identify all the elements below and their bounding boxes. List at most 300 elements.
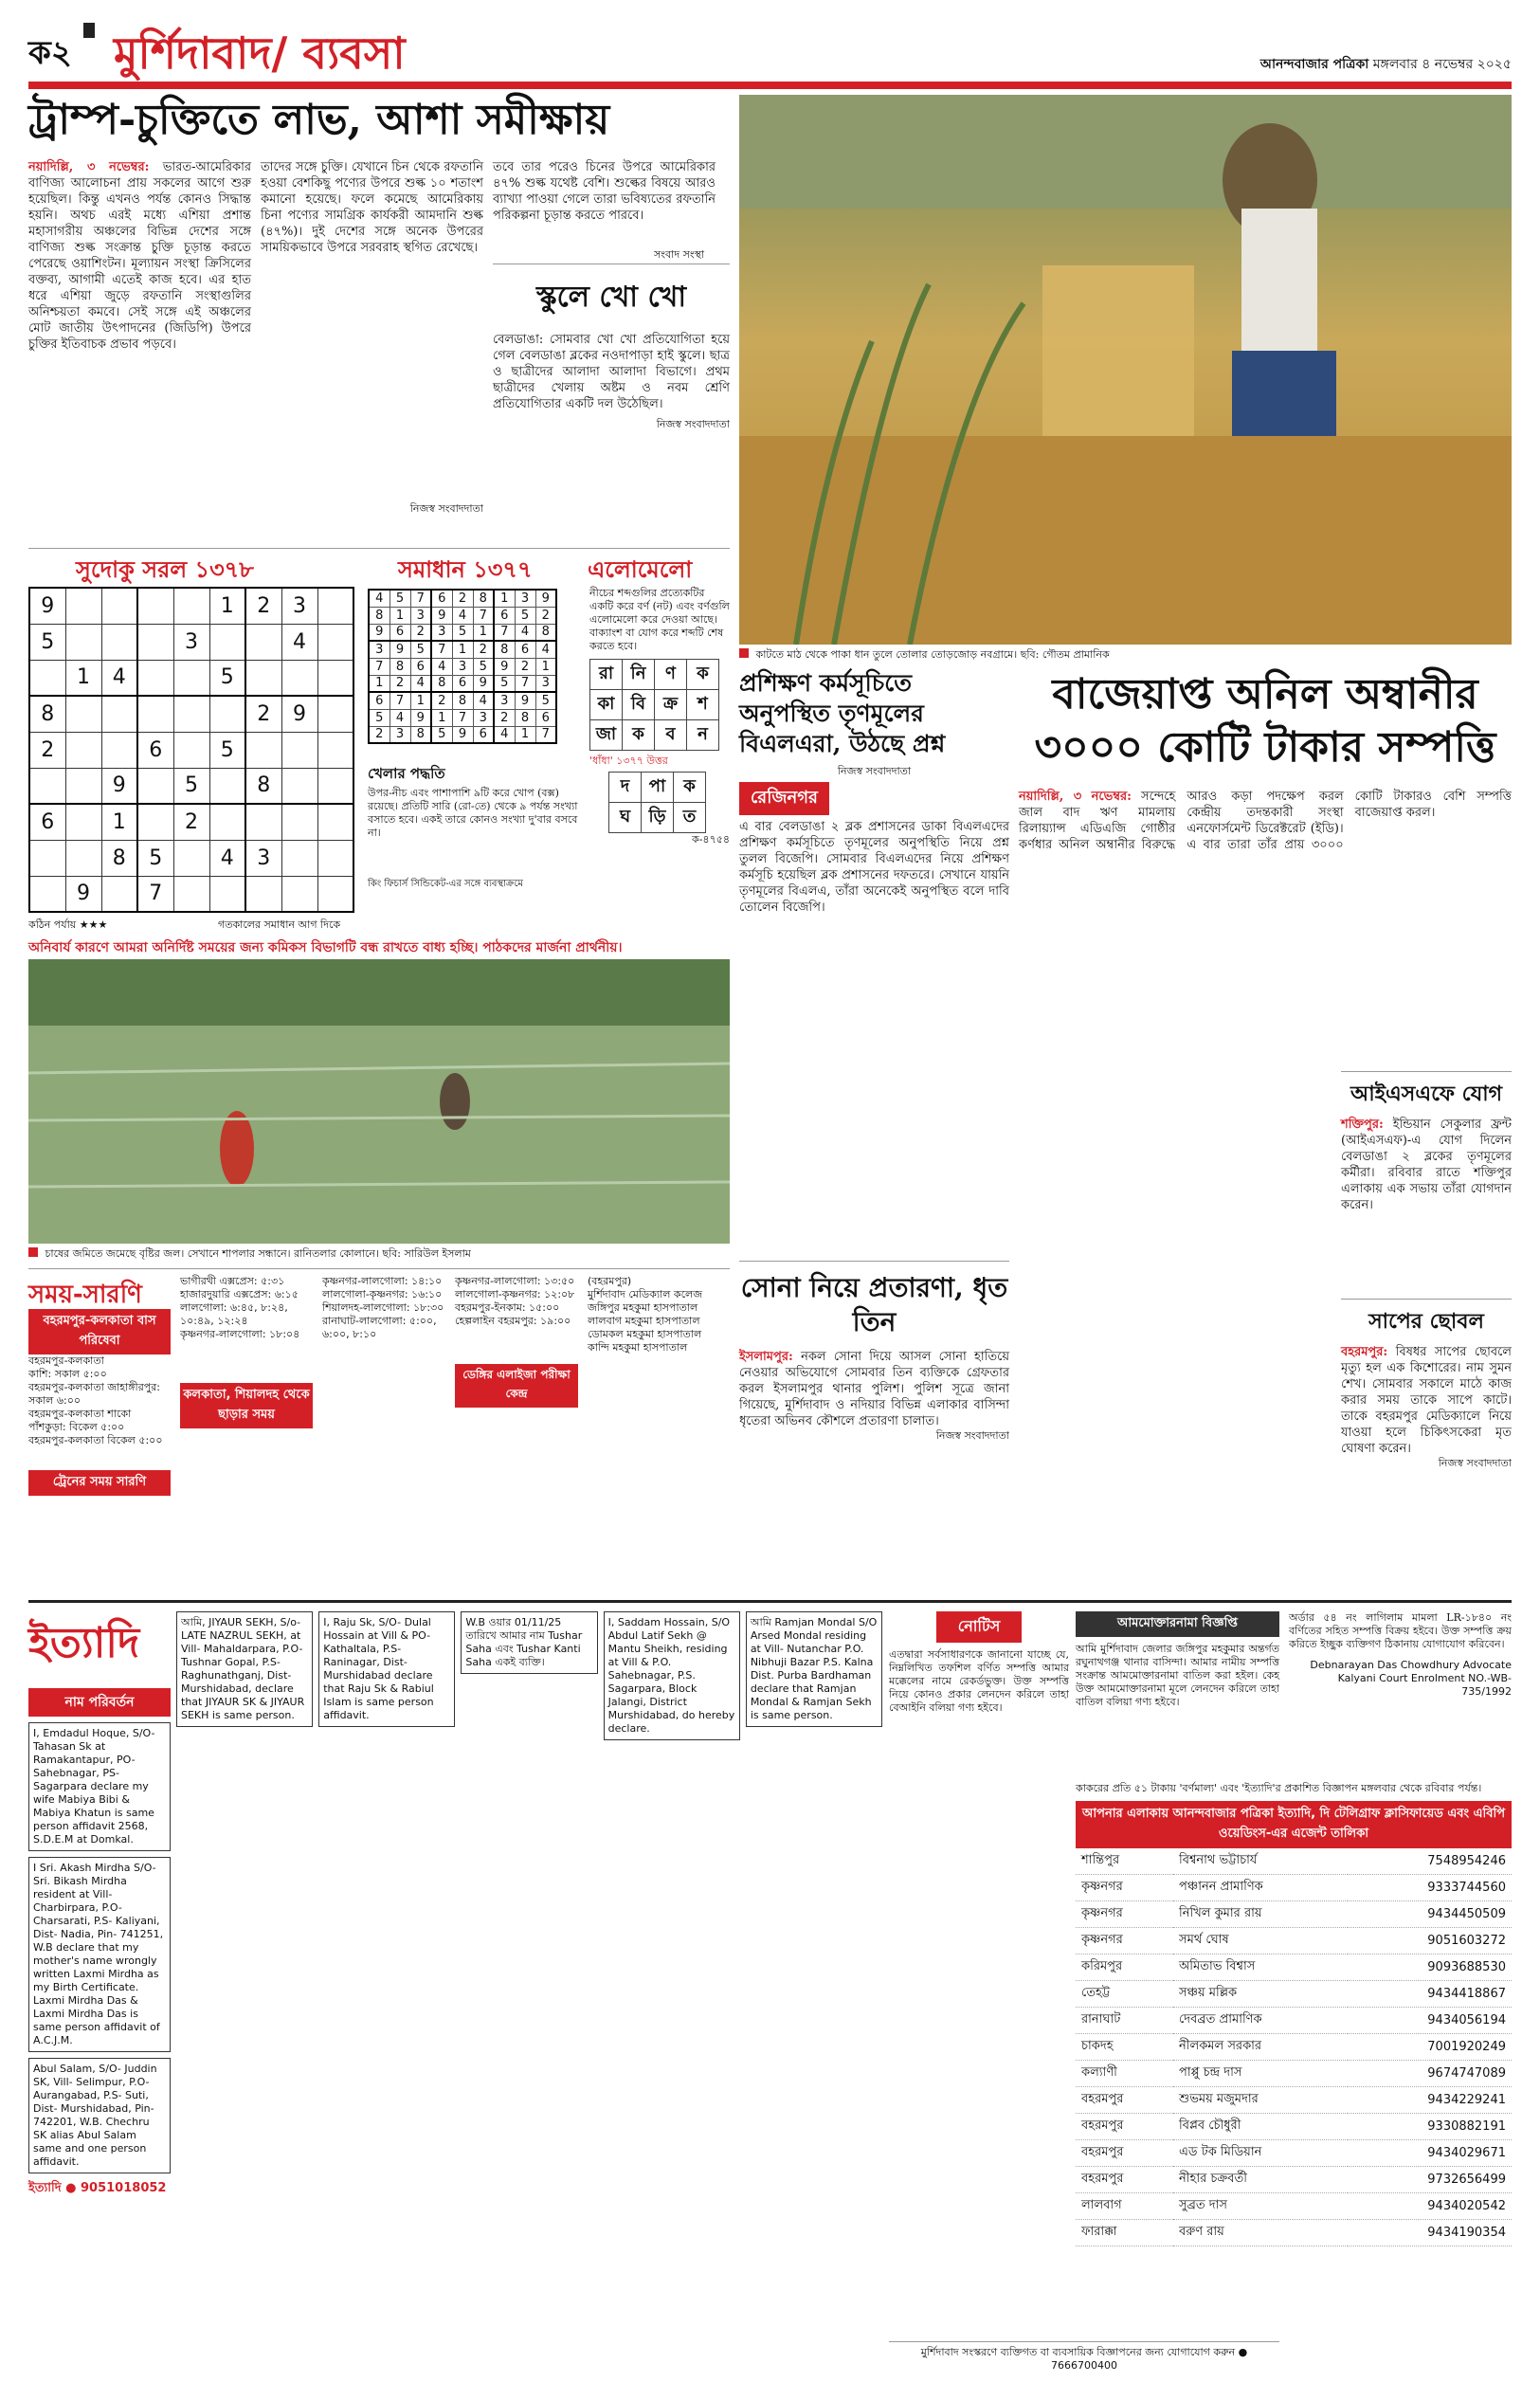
solution-cell: 3 [369, 641, 390, 658]
snake-headline: সাপের ছোবল [1368, 1309, 1484, 1334]
anil-headline: বাজেয়াপ্ত অনিল অম্বানীর ৩০০০ কোটি টাকার সম্পত্তি [1034, 670, 1496, 772]
jumble-hint: 'ধাঁধা' ১৩৭৭ উত্তর [589, 755, 668, 767]
sudoku-cell: 5 [137, 840, 173, 876]
sudoku-cell [65, 732, 101, 768]
sudoku-cell: 8 [29, 696, 65, 732]
sudoku-cell: 7 [137, 876, 173, 912]
local-heading: কলকাতা, শিয়ালদহ থেকে ছাড়ার সময় [180, 1383, 313, 1428]
solution-cell: 8 [494, 641, 515, 658]
agent-phone[interactable]: 9333744560 [1348, 1875, 1512, 1901]
agent-row [1076, 2193, 1512, 2220]
sudoku-cell [65, 840, 101, 876]
jumble-grid-1 [589, 659, 719, 751]
solution-cell: 1 [452, 641, 473, 658]
train-heading: ট্রেনের সময় সারণি [28, 1470, 171, 1496]
jumble-letter: কা [590, 690, 623, 720]
solution-cell: 9 [515, 692, 535, 709]
agent-phone[interactable]: 9434056194 [1348, 2008, 1512, 2034]
solution-cell: 1 [515, 726, 535, 743]
agent-row [1076, 1928, 1512, 1955]
solution-cell: 2 [535, 607, 556, 624]
court-advocate: Debnarayan Das Chowdhury Advocate Kalyani Court Enrolment NO.-WB-735/1992 [1310, 1659, 1512, 1698]
sudoku-cell: 9 [65, 876, 101, 912]
sudoku-cell [101, 732, 137, 768]
solution-cell: 6 [494, 607, 515, 624]
sudoku-cell [245, 876, 281, 912]
sudoku-cell [281, 732, 317, 768]
solution-cell: 5 [452, 624, 473, 641]
sudoku-cell: 1 [209, 588, 245, 624]
solution-cell: 4 [390, 709, 410, 726]
jumble-letter: শ [687, 690, 719, 720]
sudoku-cell: 2 [29, 732, 65, 768]
comics-notice: অনিবার্য কারণে আমরা অনির্দিষ্ট সময়ের জন্য কমিকস বিভাগটি বন্ধ রাখতে বাধ্য হচ্ছি। পাঠকদের মার্জনা প্রার্থনীয়। [28, 940, 623, 955]
snake-story [1341, 1299, 1512, 1470]
jumble-letter: জা [590, 720, 623, 751]
lead-text-1: ভারত-আমেরিকার বাণিজ্য আলোচনা প্রায় সকলের আগে শুরু হয়েছিল। কিন্তু এখনও পর্যন্ত কোনও সিদ্ধান্ত হয়নি। অথচ এরই মধ্যে এশিয়া প্রশান্ত মহাসাগরীয় অঞ্চলের বিভিন্ন দেশের সঙ্গে বাণিজ্য শুল্ক সংক্রান্ত চুক্তি চূড়ান্ত করতে পেরেছে ওয়াশিংটন। মূল্যায়ন সংস্থা ক্রিসিলের বক্তব্য, আগামী এতেই কাজ হবে। এর হাত ধরে এশিয়া জুড়ে রফতানি সংস্থাগুলির অনিশ্চয়তা কমবে। সেই সঙ্গে এই অঞ্চলের মোট জাতীয় উৎপাদনের (জিডিপি) উপরে চুক্তির ইতিবাচক প্রভাব পড়বে। [28, 160, 251, 352]
anil-dateline: নয়াদিল্লি, ৩ নভেম্বর: [1019, 790, 1132, 804]
agent-place: লালবাগ [1076, 2193, 1173, 2220]
agent-row [1076, 1981, 1512, 2008]
agent-row [1076, 2061, 1512, 2087]
solution-cell: 5 [515, 607, 535, 624]
sudoku-cell: 5 [209, 660, 245, 696]
school-credit: নিজস্ব সংবাদদাতা [656, 418, 730, 430]
agents-table [1076, 1848, 1512, 2246]
solution-cell: 6 [515, 641, 535, 658]
bus-heading: বহরমপুর-কলকাতা বাস পরিষেবা [28, 1309, 171, 1355]
masthead-dateline [1260, 53, 1512, 76]
sudoku-cell [137, 624, 173, 660]
sudoku-cell: 9 [29, 588, 65, 624]
lead-col2: তাদের সঙ্গে চুক্তি। যেখানে চিন থেকে রফতানি হওয়া বেশকিছু পণ্যের উপরে শুল্ক ১০ শতাংশ কমানো হয়েছে। ফলে কমেছে আমেরিকায় চিনা পণ্যের সামগ্রিক কার্যকরী আমদানি শুল্ক (৪৭%)। দুই দেশের সঙ্গে অনেক উপরের সাময়িকভাবে উপরে সরবরাহ স্থগিত রেখেছে। [261, 160, 483, 255]
gold-headline: সোনা নিয়ে প্রতারণা, ধৃত তিন [740, 1272, 1008, 1337]
sudoku-cell [65, 768, 101, 804]
sudoku-cell: 2 [245, 696, 281, 732]
poa-box [1076, 1611, 1279, 1709]
lead-col3: তবে তার পরেও চিনের উপরে আমেরিকার ৪৭% শুল্ক যথেষ্ট বেশি। শুল্কের বিষয়ে আরও ব্যাখ্যা পাওয়া গেলে তারা ভবিষ্যতের রফতানি পরিকল্পনা চূড়ান্ত করতে পারবে। [493, 160, 716, 223]
ittadi-ad: I Sri. Akash Mirdha S/O- Sri. Bikash Mirdha resident at Vill- Charbirpara, P.O- Charsarati, P.S- Kaliyani, Dist- Nadia, Pin- 741251, W.B declare that my mother's name wrongly written Laxmi Mirdha as my Birth Certificate. Laxmi Mirdha Das & Laxmi Mirdha Das is same person affidavit of A.C.J.M. [28, 1857, 171, 2052]
agent-place: কৃষ্ণনগর [1076, 1901, 1173, 1928]
agent-phone[interactable]: 9434020542 [1348, 2193, 1512, 2220]
sudoku-cell [209, 804, 245, 840]
poa-footer: মুর্শিদাবাদ সংস্করণে ব্যক্তিগত বা ব্যবসায়িক বিজ্ঞাপনের জন্য যোগাযোগ করুন ● 7666700400 [889, 2341, 1279, 2373]
dengue-centres: (বহরমপুর) মুর্শিদাবাদ মেডিক্যাল কলেজ জঙ্গিপুর মহকুমা হাসপাতাল লালবাগ মহকুমা হাসপাতাল ডোমকল মহকুমা হাসপাতাল কান্দি মহকুমা হাসপাতাল [588, 1275, 703, 1354]
photo-waterlogged-field [28, 959, 730, 1244]
sudoku-cell [245, 804, 281, 840]
lead-dateline: নয়াদিল্লি, ৩ নভেম্বর: [28, 160, 150, 174]
bus-times: বহরমপুর-কলকাতা কাশি: সকাল ৫:০০ বহরমপুর-কলকাতা জাহাঙ্গীরপুর: সকাল ৬:০০ বহরমপুর-কলকাতা শাকো পাঁশকুড়া: বিকেল ৫:০০ বহরমপুর-কলকাতা বিকেল ৫:০০ [28, 1355, 163, 1446]
sudoku-cell [65, 588, 101, 624]
agent-row [1076, 1901, 1512, 1928]
agent-name: সুব্রত দাস [1173, 2193, 1348, 2220]
field-photo-illustration [28, 959, 730, 1244]
sudoku-cell [245, 624, 281, 660]
agent-name: পঞ্চানন প্রামাণিক [1173, 1875, 1348, 1901]
solution-cell: 3 [431, 624, 452, 641]
solution-cell: 2 [515, 658, 535, 675]
agent-row [1076, 1848, 1512, 1875]
training-byline: নিজস্ব সংবাদদাতা [837, 765, 912, 777]
solution-cell: 8 [452, 692, 473, 709]
agent-place: কৃষ্ণনগর [1076, 1928, 1173, 1955]
sudoku-cell [317, 624, 353, 660]
solution-cell: 5 [535, 692, 556, 709]
solution-cell: 5 [473, 658, 494, 675]
solution-cell: 9 [390, 641, 410, 658]
agent-place: বহরমপুর [1076, 2167, 1173, 2193]
jumble-letter: ক্র [655, 690, 687, 720]
sudoku-cell [101, 624, 137, 660]
sudoku-difficulty: কঠিন পর্যায় ★★★ [28, 918, 108, 931]
jumble-letter: ণ [655, 660, 687, 690]
classified-rule [28, 1600, 1512, 1603]
agent-name: বিশ্বনাথ ভট্টাচার্য [1173, 1848, 1348, 1875]
masthead-rule [28, 82, 1512, 89]
issue-date: মঙ্গলবার ৪ নভেম্বর ২০২৫ [1372, 57, 1512, 72]
sudoku-cell [29, 660, 65, 696]
solution-title: সমাধান ১৩৭৭ [398, 556, 533, 583]
solution-cell: 9 [535, 590, 556, 607]
agent-phone[interactable]: 9093688530 [1348, 1955, 1512, 1981]
solution-cell: 2 [369, 726, 390, 743]
solution-cell: 3 [494, 692, 515, 709]
solution-cell: 3 [410, 607, 431, 624]
solution-cell: 1 [494, 590, 515, 607]
photo2-caption-text: চাষের জমিতে জমেছে বৃষ্টির জল। সেখানে শাপলার সন্ধানে। রানিতলার কোলানে। ছবি: সারিউল ইসলাম [45, 1247, 471, 1260]
agent-name: বিপ্লব চৌধুরী [1173, 2114, 1348, 2140]
ittadi-column [28, 1611, 171, 2370]
solution-cell: 7 [452, 709, 473, 726]
sudoku-cell [65, 696, 101, 732]
agent-phone[interactable]: 9434450509 [1348, 1901, 1512, 1928]
sudoku-cell [209, 696, 245, 732]
masthead [28, 21, 1512, 87]
agent-name: সঞ্চয় মল্লিক [1173, 1981, 1348, 2008]
sudoku-cell [29, 768, 65, 804]
solution-cell: 8 [410, 726, 431, 743]
agent-row [1076, 2008, 1512, 2034]
sudoku-cell [317, 840, 353, 876]
solution-cell: 4 [535, 641, 556, 658]
agent-name: নিখিল কুমার রায় [1173, 1901, 1348, 1928]
agent-phone[interactable]: 9674747089 [1348, 2061, 1512, 2087]
agent-name: শুভময় মজুমদার [1173, 2087, 1348, 2114]
solution-cell: 6 [473, 726, 494, 743]
agent-name: এড টক মিডিয়ান [1173, 2140, 1348, 2167]
sudoku-cell [281, 840, 317, 876]
agent-row [1076, 2167, 1512, 2193]
caption-bullet-icon [28, 1247, 38, 1257]
ias-story [1341, 1071, 1512, 1213]
anil-text: সন্দেহে জাল বাদ ঋণ মামলায় রিলায়্যান্স এডিএজি গোষ্ঠীর কর্ণধার অনিল অম্বানীর বিরুদ্ধে আরও কড়া পদক্ষেপ করল কেন্দ্রীয় তদন্তকারী সংস্থা এনফোর্সমেন্ট ডিরেক্টরেট (ইডি)। এ বার তারা তাঁর প্রায় ৩০০০ কোটি টাকারও বেশি সম্পত্তি বাজেয়াপ্ত করল। [1019, 790, 1512, 852]
ittadi-phone: ইত্যাদি ● 9051018052 [28, 2181, 167, 2195]
paper-name: আনন্দবাজার পত্রিকা [1259, 57, 1369, 72]
agent-place: ফারাক্কা [1076, 2220, 1173, 2246]
solution-cell: 4 [494, 726, 515, 743]
sudoku-cell: 6 [29, 804, 65, 840]
solution-cell: 7 [431, 641, 452, 658]
sudoku-cell: 1 [101, 804, 137, 840]
solution-cell: 9 [452, 726, 473, 743]
agent-row [1076, 2034, 1512, 2061]
gold-story [739, 1261, 1009, 1443]
sudoku-cell [281, 768, 317, 804]
agent-place: রানাঘাট [1076, 2008, 1173, 2034]
training-body: এ বার বেলডাঙা ২ ব্লক প্রশাসনের ডাকা বিএলএদের প্রশিক্ষণ কর্মসূচিতে তৃণমূলের অনুপস্থিতি নিয়ে প্রশ্ন তুলল বিজেপি। সোমবার বিএলএদের নিয়ে প্রশিক্ষণ কর্মসূচি হয়েছিল ব্লক প্রশাসনের দফতরে। সেখানে যায়নি তৃণমূলের বিএলএ, তাঁরা অনেকেই অনুপস্থিত বলে দাবি তোলেন বিজেপি। [739, 820, 1009, 915]
solution-cell: 6 [452, 675, 473, 692]
sudoku-cell [137, 660, 173, 696]
classified-ad: I, Raju Sk, S/O- Dulal Hossain at Vill & PO- Kathaltala, P.S- Raninagar, Dist- Murshidabad declare that Raju Sk & Rabiul Islam is same person affidavit. [318, 1611, 455, 1727]
training-story [739, 668, 1009, 916]
solution-cell: 1 [410, 692, 431, 709]
sudoku-cell [137, 768, 173, 804]
ittadi-ad: Abul Salam, S/O- Juddin SK, Vill- Selimpur, P.O- Aurangabad, P.S- Suti, Dist- Murshidabad, Pin- 742201, W.B. Chechru SK alias Abul Salam same and one person affidavit. [28, 2058, 171, 2173]
sudoku-cell [281, 804, 317, 840]
ias-dateline: শক্তিপুর: [1341, 1118, 1384, 1132]
training-place: রেজিনগর [739, 782, 829, 815]
solution-cell: 4 [515, 624, 535, 641]
sudoku-cell [245, 732, 281, 768]
agent-phone[interactable]: 9732656499 [1348, 2167, 1512, 2193]
agent-name: নীলকমল সরকার [1173, 2034, 1348, 2061]
lead-headline: ট্রাম্প-চুক্তিতে লাভ, আশা সমীক্ষায় [28, 96, 610, 144]
court-text: অর্ডার ৫৪ নং লাগিলাম মামলা LR-১৮৪০ নং বর্ণিতের সহিত সম্পত্তি বিক্রয় হইবে। উক্ত সম্পত্তি ক্রয় করিতে ইচ্ছুক ব্যক্তিগণ ঠিকানায় যোগাযোগ করিবেন। [1289, 1611, 1512, 1650]
jumble-code: ক-৪৭৫৪ [692, 833, 730, 846]
poa-body: আমি মুর্শিদাবাদ জেলার জঙ্গিপুর মহকুমার অন্তর্গত রঘুনাথগঞ্জ থানার বাসিন্দা। আমার নামীয় সম্পত্তি সংক্রান্ত আমমোক্তারনামা বাতিল করা হইল। কেহ উক্ত আমমোক্তারনামা মূলে লেনদেন করিলে তাহা বাতিল বলিয়া গণ্য হইবে। [1076, 1643, 1279, 1708]
sudoku-cell [281, 660, 317, 696]
agent-phone[interactable]: 9434418867 [1348, 1981, 1512, 2008]
sudoku-cell: 3 [245, 840, 281, 876]
agents-intro: কাকরের প্রতি ৫১ টাকায় 'বর্ণমাল্য' এবং 'ইত্যাদি'র প্রকাশিত বিজ্ঞাপন মঙ্গলবার থেকে রবিবার পর্যন্ত। [1076, 1782, 1482, 1794]
sudoku-cell [173, 840, 209, 876]
sudoku-cell [281, 876, 317, 912]
sudoku-cell [101, 696, 137, 732]
ittadi-logo: ইত্যাদি [28, 1619, 140, 1667]
agent-place: কৃষ্ণনগর [1076, 1875, 1173, 1901]
sudoku-cell [317, 804, 353, 840]
solution-cell: 1 [369, 675, 390, 692]
agent-row [1076, 2087, 1512, 2114]
sudoku-cell [29, 840, 65, 876]
solution-cell: 8 [473, 590, 494, 607]
puzzles-block [28, 548, 730, 932]
dengue-heading: ডেঙ্গির এলাইজা পরীক্ষা কেন্দ্র [455, 1364, 578, 1408]
solution-cell: 3 [535, 675, 556, 692]
jumble-grid-2 [608, 772, 706, 833]
agent-row [1076, 1955, 1512, 1981]
train-times-2: কৃষ্ণনগর-লালগোলা: ১৪:১০ লালগোলা-কৃষ্ণনগর: ১৬:১০ শিয়ালদহ-লালগোলা: ১৮:৩০ রানাঘাট-লালগোলা: ৫:০০, ৬:০০, ৮:১০ [322, 1275, 444, 1340]
sudoku-cell [209, 624, 245, 660]
solution-cell: 9 [410, 709, 431, 726]
sudoku-cell [137, 588, 173, 624]
solution-cell: 5 [431, 726, 452, 743]
solution-cell: 7 [535, 726, 556, 743]
solution-cell: 2 [431, 692, 452, 709]
agent-name: বরুণ রায় [1173, 2220, 1348, 2246]
sudoku-cell: 2 [173, 804, 209, 840]
section-title: মুর্শিদাবাদ/ ব্যবসা [114, 27, 406, 79]
sudoku-cell [317, 876, 353, 912]
solution-cell: 8 [535, 624, 556, 641]
school-body: বেলডাঙা: সোমবার খো খো প্রতিযোগিতা হয়ে গেল বেলডাঙা ব্লকের নওদাপাড়া হাই স্কুলে। ছাত্র ও ছাত্রীদের আলাদা আলাদা বিভাগে। প্রথম ছাত্রীদের খেলায় অষ্টম ও নবম শ্রেণি প্রতিযোগিতার একটি দল উঠেছিল। [493, 333, 730, 411]
sudoku-cell [173, 876, 209, 912]
anil-body [1019, 789, 1512, 853]
agent-place: বহরমপুর [1076, 2087, 1173, 2114]
notice-body: এতদ্বারা সর্বসাধারণকে জানানো যাচ্ছে যে, নিম্নলিখিত তফশিল বর্ণিত সম্পত্তি আমার মক্কেলের নামে রেকর্ডভুক্ত। উক্ত সম্পত্তি নিয়ে কোনও প্রকার লেনদেন করিলে তাহা বেআইনি বলিয়া গণ্য হইবে। [889, 1648, 1069, 1714]
agent-name: সমর্থ ঘোষ [1173, 1928, 1348, 1955]
solution-cell: 7 [473, 607, 494, 624]
photo2-caption [28, 1247, 730, 1261]
agent-row [1076, 2114, 1512, 2140]
gold-credit: নিজস্ব সংবাদদাতা [935, 1429, 1009, 1442]
jumble-letter: ব [655, 720, 687, 751]
page-number: ক২ [28, 34, 72, 72]
sudoku-cell: 8 [101, 840, 137, 876]
sudoku-cell [209, 768, 245, 804]
solution-cell: 6 [535, 709, 556, 726]
sudoku-cell [317, 588, 353, 624]
sudoku-cell: 3 [173, 624, 209, 660]
rules-source: কিং ফিচার্স সিন্ডিকেট-এর সঙ্গে ব্যবস্থাক্রমে [368, 879, 523, 889]
jumble-letter: ন [687, 720, 719, 751]
agent-phone[interactable]: 9434190354 [1348, 2220, 1512, 2246]
lead-col1 [28, 159, 251, 353]
agent-phone[interactable]: 9434229241 [1348, 2087, 1512, 2114]
sudoku-cell [245, 660, 281, 696]
sudoku-cell [101, 876, 137, 912]
lead-byline: নিজস্ব সংবাদদাতা [409, 502, 483, 515]
classified-grid [176, 1611, 882, 2370]
rules-box [368, 763, 581, 891]
sudoku-cell: 9 [281, 696, 317, 732]
gold-dateline: ইসলামপুর: [739, 1350, 793, 1364]
agent-phone[interactable]: 9330882191 [1348, 2114, 1512, 2140]
solution-cell: 7 [494, 624, 515, 641]
solution-cell: 6 [410, 658, 431, 675]
solution-cell: 5 [410, 641, 431, 658]
sudoku-cell: 6 [137, 732, 173, 768]
sudoku-cell [317, 660, 353, 696]
solution-cell: 5 [494, 675, 515, 692]
notice-title: নোটিস [936, 1611, 1022, 1643]
snake-credit: নিজস্ব সংবাদদাতা [1438, 1457, 1512, 1469]
sudoku-cell [137, 696, 173, 732]
photo1-caption [739, 648, 1512, 662]
ias-body: ইন্ডিয়ান সেকুলার ফ্রন্ট (আইএসএফ)-এ যোগ দিলেন বেলডাঙা ২ ব্লকের তৃণমূলের কর্মীরা। রবিবার রাতে শক্তিপুর এলাকায় এক সভায় তাঁরা যোগদান করেন। [1341, 1118, 1512, 1212]
schedule-block [28, 1268, 730, 1591]
classified-ad: W.B ওয়ার 01/11/25 তারিখে আমার নাম Tushar Saha এবং Tushar Kanti Saha একই ব্যক্তি। [461, 1611, 597, 1674]
solution-cell: 8 [369, 607, 390, 624]
train-times-3: কৃষ্ণনগর-লালগোলা: ১৩:৫০ লালগোলা-কৃষ্ণনগর: ১২:০৮ বহরমপুর-ইনকাম: ১৫:০০ হেল্পলাইন বহরমপুর: ১৯:০০ [455, 1275, 575, 1327]
solution-cell: 6 [431, 590, 452, 607]
sudoku-cell [173, 588, 209, 624]
sudoku-grid [28, 587, 354, 913]
solution-cell: 3 [473, 709, 494, 726]
jumble-intro: নীচের শব্দগুলির প্রত্যেকটির একটি করে বর্ণ (নট) এবং বর্ণগুলি এলোমেলো করে দেওয়া আছে। বাক্যাংশ বা যোগ করে শব্দটি শেষ করতে হবে। [589, 587, 730, 652]
sudoku-cell [317, 696, 353, 732]
sudoku-cell [173, 660, 209, 696]
sudoku-cell: 2 [245, 588, 281, 624]
sudoku-cell: 9 [101, 768, 137, 804]
lead-story [28, 95, 730, 146]
agent-place: চাকদহ [1076, 2034, 1173, 2061]
agent-name: দেবব্রত প্রামাণিক [1173, 2008, 1348, 2034]
rules-title: খেলার পদ্ধতি [368, 765, 445, 782]
agent-phone[interactable]: 9051603272 [1348, 1928, 1512, 1955]
solution-cell: 5 [369, 709, 390, 726]
solution-cell: 8 [431, 675, 452, 692]
classified-ad: I, Saddam Hossain, S/O Abdul Latif Sekh @ Mantu Sheikh, residing at Vill & P.O. Sahebnagar, P.S. Sagarpara, Block Jalangi, District Murshidabad, do hereby declare. [604, 1611, 740, 1740]
agent-place: তেহট্ট [1076, 1981, 1173, 2008]
agent-phone[interactable]: 9434029671 [1348, 2140, 1512, 2167]
sudoku-title: সুদোকু সরল ১৩৭৮ [76, 556, 254, 583]
lead-credit: সংবাদ সংস্থা [654, 248, 705, 261]
solution-cell: 9 [494, 658, 515, 675]
schedule-title: সময়-সারণি [28, 1281, 142, 1309]
sudoku-cell [317, 732, 353, 768]
school-story [493, 264, 730, 538]
ias-headline: আইএসএফে যোগ [1350, 1082, 1503, 1106]
paddy-photo-illustration [739, 95, 1512, 645]
agent-place: শান্তিপুর [1076, 1848, 1173, 1875]
sudoku-cell: 4 [101, 660, 137, 696]
solution-cell: 9 [473, 675, 494, 692]
agents-heading: আপনার এলাকায় আনন্দবাজার পত্রিকা ইত্যাদি, দি টেলিগ্রাফ ক্লাসিফায়েড এবং এবিপি ওয়েডিংস-এর এজেন্ট তালিকা [1076, 1801, 1512, 1848]
agent-row [1076, 1875, 1512, 1901]
training-headline: প্রশিক্ষণ কর্মসূচিতে অনুপস্থিত তৃণমূলের বিএলএরা, উঠছে প্রশ্ন [739, 669, 946, 757]
solution-cell: 3 [390, 726, 410, 743]
solution-cell: 9 [431, 607, 452, 624]
solution-cell: 3 [452, 658, 473, 675]
train-times-1: ভাগীরথী এক্সপ্রেস: ৫:৩১ হাজারদুয়ারি এক্সপ্রেস: ৬:১৫ লালগোলা: ৬:৪৫, ৮:২৪, ১০:৪৯, ১২:২৪ কৃষ্ণনগর-লালগোলা: ১৮:০৪ [180, 1275, 300, 1340]
agent-phone[interactable]: 7001920249 [1348, 2034, 1512, 2061]
sudoku-cell [29, 876, 65, 912]
jumble-letter: ক [687, 660, 719, 690]
solution-cell: 1 [535, 658, 556, 675]
solution-cell: 2 [452, 590, 473, 607]
jumble-letter: ঘ [609, 803, 642, 833]
photo-paddy-harvest [739, 95, 1512, 645]
ittadi-ad: I, Emdadul Hoque, S/O- Tahasan Sk at Ramakantapur, PO- Sahebnagar, PS- Sagarpara declare my wife Mabiya Bibi & Mabiya Khatun is same person affidavit 2568, S.D.E.M at Domkal. [28, 1722, 171, 1851]
poa-title: আমমোক্তারনামা বিজ্ঞপ্তি [1076, 1611, 1279, 1637]
solution-cell: 6 [390, 624, 410, 641]
sudoku-cell [317, 768, 353, 804]
solution-cell: 2 [390, 675, 410, 692]
sudoku-cell: 8 [245, 768, 281, 804]
solution-cell: 1 [473, 624, 494, 641]
sudoku-cell: 5 [209, 732, 245, 768]
agents-box [1076, 1782, 1512, 2246]
solution-cell: 4 [452, 607, 473, 624]
jumble-title: এলোমেলো [588, 556, 693, 583]
solution-cell: 4 [431, 658, 452, 675]
solution-cell: 2 [494, 709, 515, 726]
agent-name: পাপ্পু চন্দ্র দাস [1173, 2061, 1348, 2087]
jumble-letter: ক [674, 773, 706, 803]
agent-phone[interactable]: 7548954246 [1348, 1848, 1512, 1875]
sudoku-cell: 4 [281, 624, 317, 660]
solution-cell: 7 [515, 675, 535, 692]
sudoku-cell [173, 696, 209, 732]
jumble-letter: ড়ি [642, 803, 674, 833]
agent-name: অমিতাভ বিশ্বাস [1173, 1955, 1348, 1981]
photo1-caption-text: কাটতে মাঠ থেকে পাকা ধান তুলে তোলার তোড়জোড় নবগ্রামে। ছবি: গৌতম প্রামানিক [755, 648, 1110, 661]
agent-place: বহরমপুর [1076, 2114, 1173, 2140]
classified-ad: আমি Ramjan Mondal S/O Arsed Mondal residing at Vill- Nutanchar P.O. Nibhuji Bazar P.S. Kalna Dist. Purba Bardhaman declare that Ramjan Mondal & Ramjan Sekh is same person. [746, 1611, 882, 1727]
solution-cell: 1 [431, 709, 452, 726]
jumble-letter: রা [590, 660, 623, 690]
